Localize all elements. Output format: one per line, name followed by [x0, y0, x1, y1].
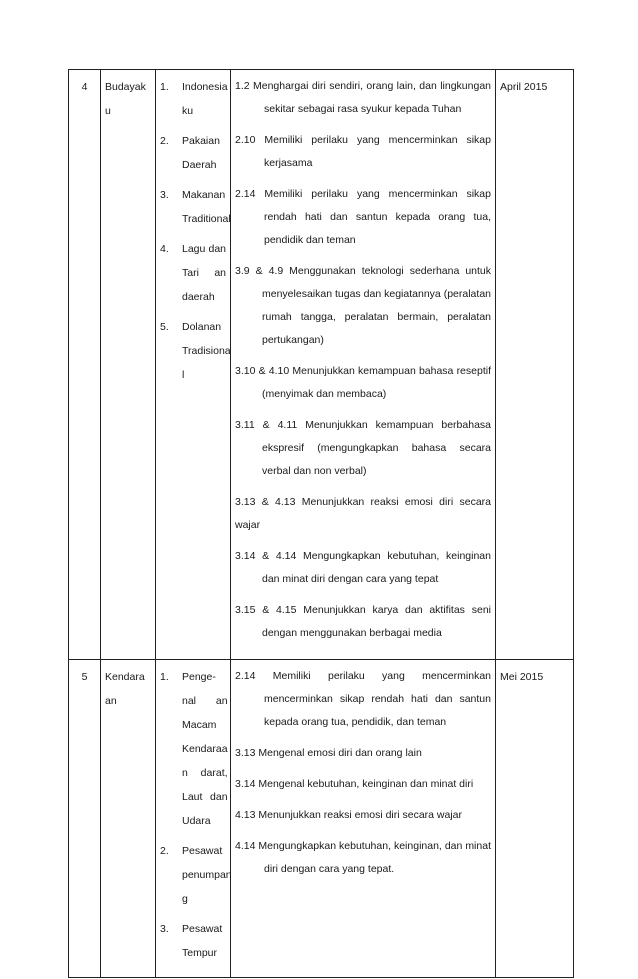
- subtheme-cell: [156, 70, 231, 660]
- competency-item: 2.10 Memiliki perilaku yang mencerminkan sikap kerjasama: [235, 134, 491, 169]
- competency-item: 3.11 & 4.11 Menunjukkan kemampuan berbahasa ekspresif (mengungkapkan bahasa secara verbal dan non verbal): [235, 419, 491, 477]
- list-item: [160, 75, 226, 123]
- competency-cell: [231, 660, 496, 978]
- list-item: [160, 315, 231, 387]
- competency-item: 3.15 & 4.15 Menunjukkan karya dan aktifitas seni dengan menggunakan berbagai media: [235, 604, 491, 639]
- item-text: Makanan Traditional: [182, 189, 231, 225]
- item-number: 3.: [160, 923, 169, 935]
- row-number: 5: [69, 660, 101, 978]
- lesson-plan-table: [68, 69, 574, 978]
- subtheme-cell: [156, 660, 231, 978]
- list-item: [160, 665, 226, 833]
- item-text: Dolanan Tradisiona l: [182, 321, 231, 381]
- competency-cell: [231, 70, 496, 660]
- item-number: 4.: [160, 243, 169, 255]
- table-row: [69, 660, 574, 978]
- item-number: 2.: [160, 135, 169, 147]
- competency-item: 2.14 Memiliki perilaku yang mencerminkan mencerminkan sikap rendah hati dan santun kepada orang tua, pendidik, dan teman: [235, 670, 491, 728]
- subtheme-list: [160, 75, 231, 387]
- time-cell: April 2015: [496, 70, 574, 660]
- competency-item: 3.14 & 4.14 Mengungkapkan kebutuhan, keinginan dan minat diri dengan cara yang tepat: [235, 550, 491, 585]
- item-number: 5.: [160, 321, 169, 333]
- item-number: 1.: [160, 671, 169, 683]
- theme-cell: Kendara an: [101, 660, 156, 978]
- item-text: Penge-nal an Macam Kendaraa n darat, Laut dan Udara: [182, 671, 228, 827]
- time-cell: Mei 2015: [496, 660, 574, 978]
- competency-item: 3.9 & 4.9 Menggunakan teknologi sederhana untuk menyelesaikan tugas dan kegiatannya (peralatan rumah tangga, peralatan bermain, peralatan pertukangan): [235, 265, 491, 346]
- item-text: Indonesia ku: [182, 81, 228, 117]
- competency-item: 4.13 Menunjukkan reaksi emosi diri secara wajar: [235, 809, 463, 821]
- item-text: Lagu dan Tari an daerah: [182, 243, 226, 303]
- list-item: [160, 917, 226, 965]
- list-item: [160, 183, 231, 231]
- subtheme-list: [160, 665, 232, 965]
- competency-item: 3.10 & 4.10 Menunjukkan kemampuan bahasa reseptif (menyimak dan membaca): [235, 365, 491, 400]
- item-number: 1.: [160, 81, 169, 93]
- item-text: Pesawat penumpan g: [182, 845, 232, 905]
- list-item: [160, 129, 226, 177]
- competency-item: 3.14 Mengenal kebutuhan, keinginan dan minat diri: [235, 778, 474, 790]
- item-text: Pesawat Tempur: [182, 923, 223, 959]
- list-item: [160, 839, 232, 911]
- item-number: 3.: [160, 189, 169, 201]
- item-number: 2.: [160, 845, 169, 857]
- competency-item: 2.14 Memiliki perilaku yang mencerminkan sikap rendah hati dan santun kepada orang tua, pendidik dan teman: [235, 188, 491, 246]
- competency-item: 3.13 & 4.13 Menunjukkan reaksi emosi diri secara wajar: [235, 496, 491, 531]
- row-number: 4: [69, 70, 101, 660]
- competency-item: 4.14 Mengungkapkan kebutuhan, keinginan, dan minat diri dengan cara yang tepat.: [235, 840, 491, 875]
- competency-item: 1.2 Menghargai diri sendiri, orang lain, dan lingkungan sekitar sebagai rasa syukur kepada Tuhan: [235, 80, 491, 115]
- theme-cell: Budayak u: [101, 70, 156, 660]
- list-item: [160, 237, 226, 309]
- table-row: [69, 70, 574, 660]
- competency-item: 3.13 Mengenal emosi diri dan orang lain: [235, 747, 422, 759]
- item-text: Pakaian Daerah: [182, 135, 220, 171]
